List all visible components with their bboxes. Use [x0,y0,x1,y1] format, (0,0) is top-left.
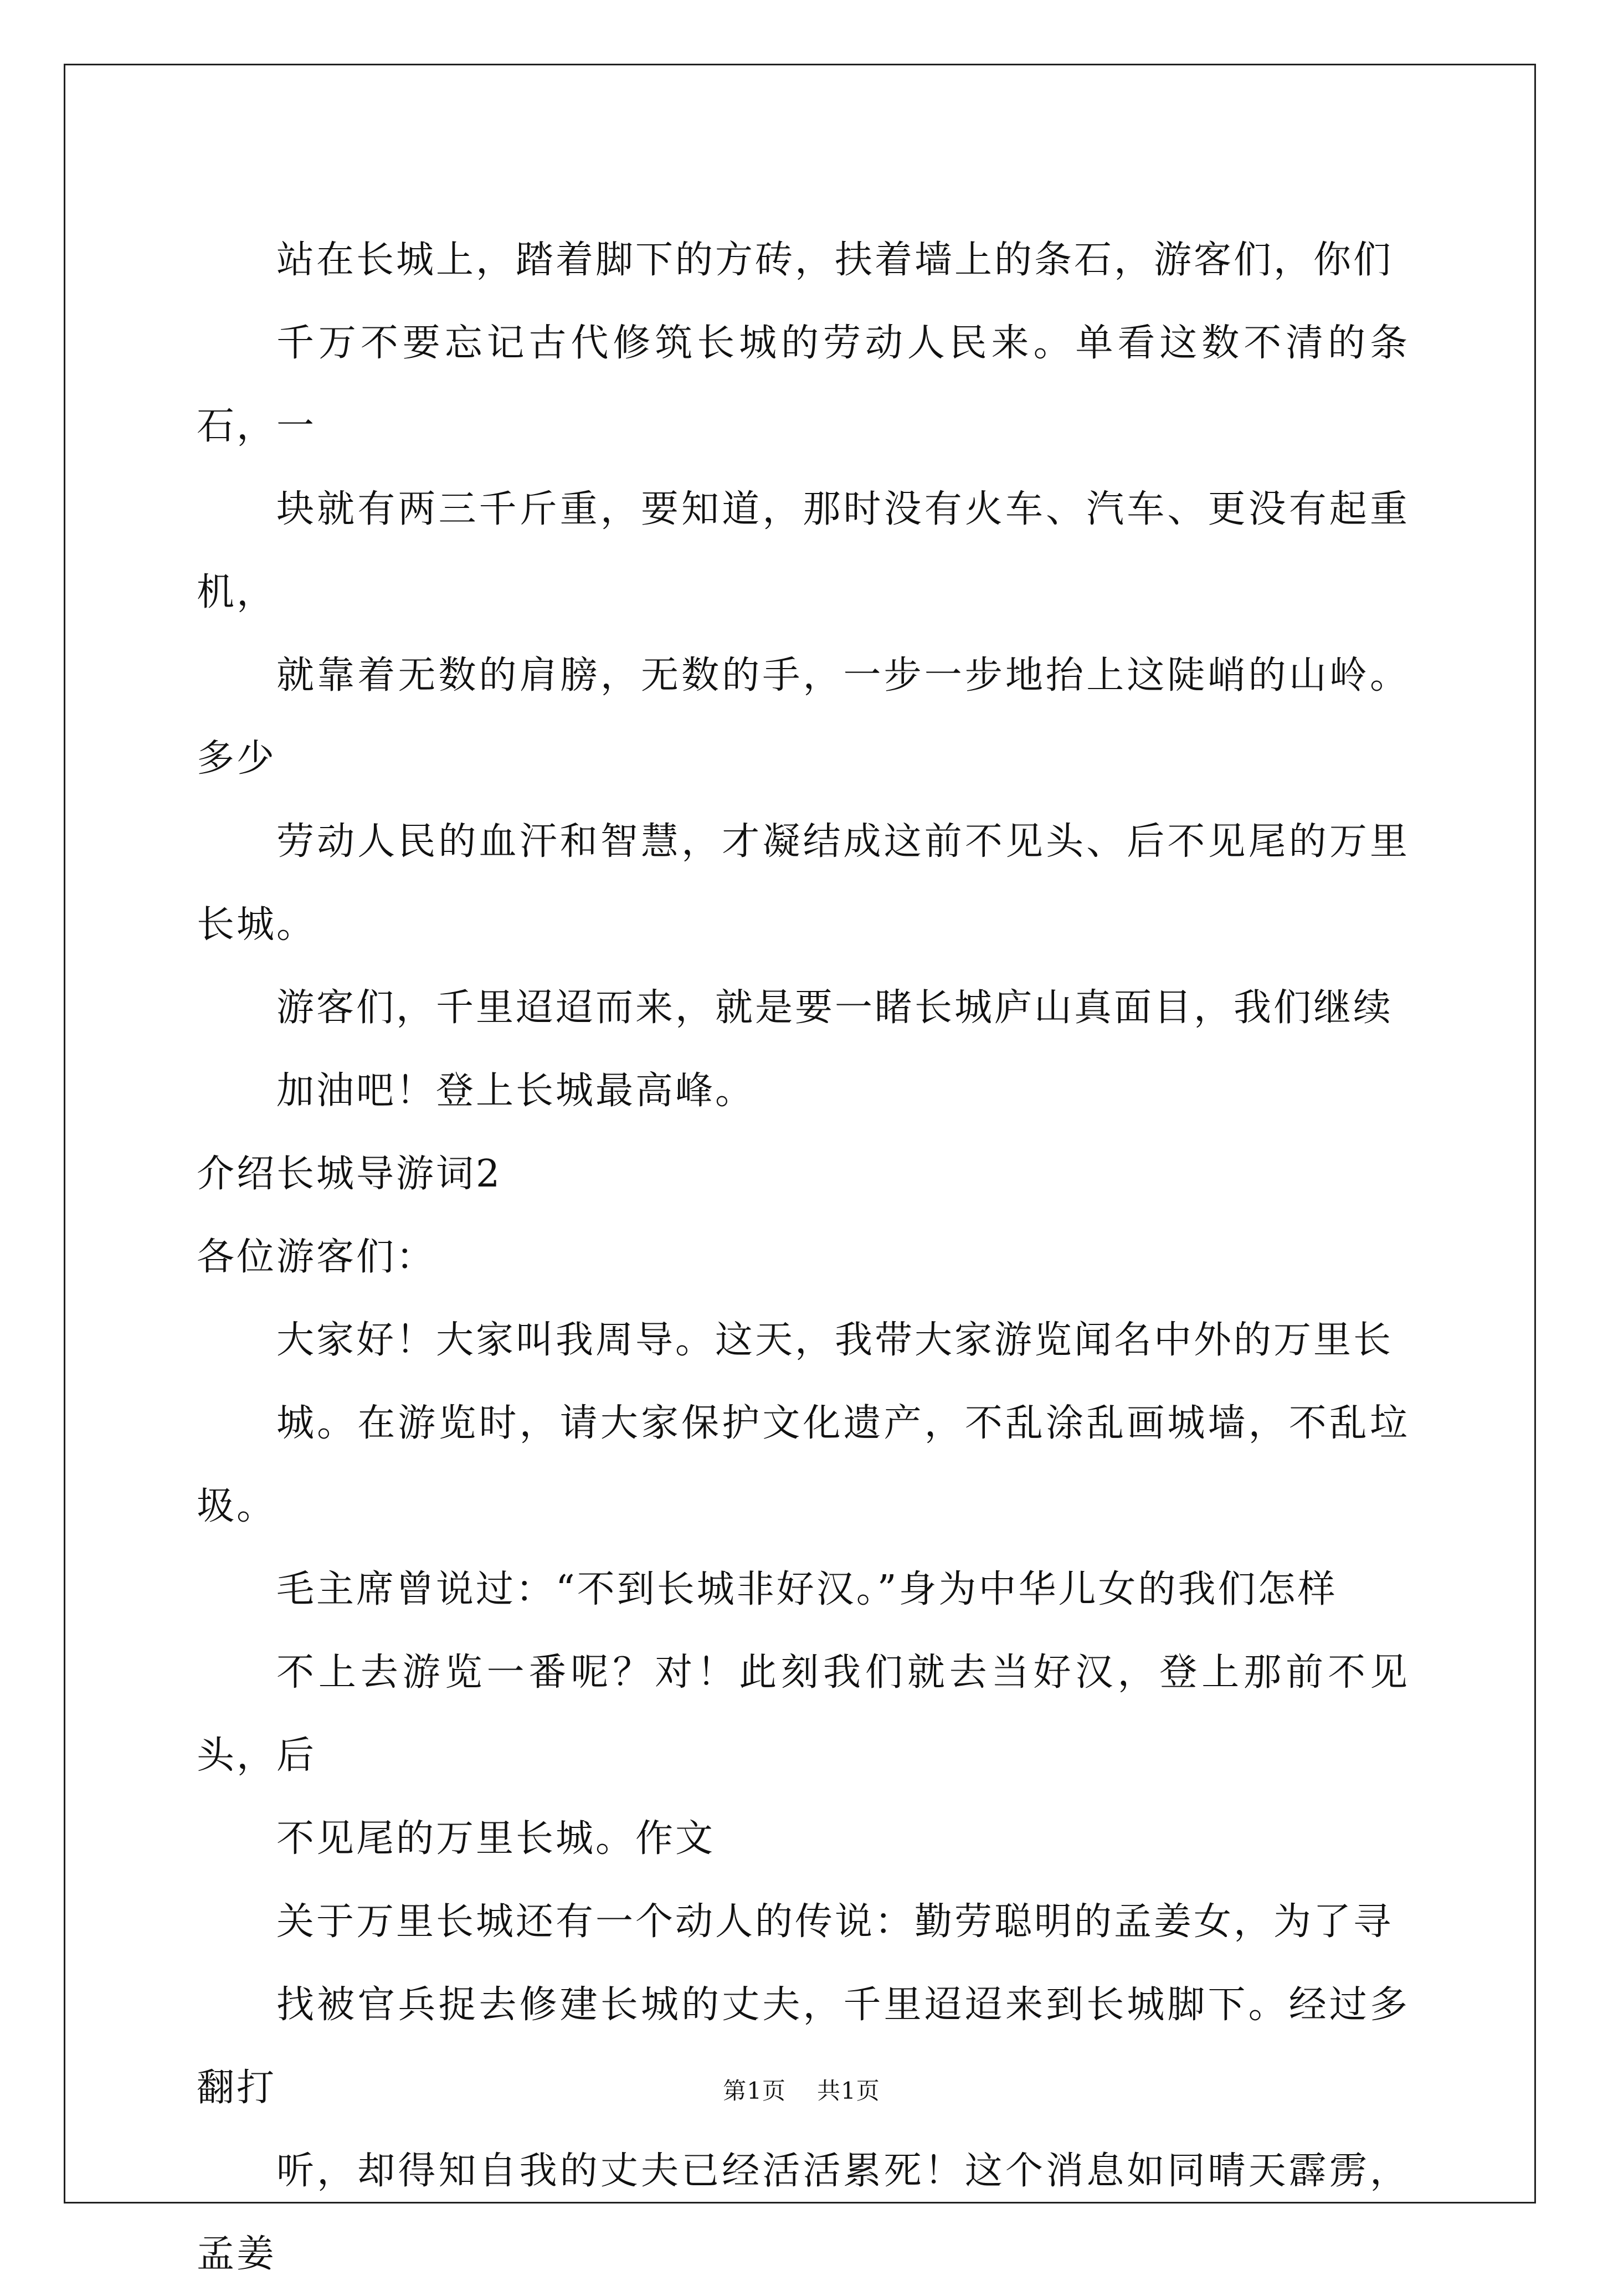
text-line: 块就有两三千斤重，要知道，那时没有火车、汽车、更没有起重机， [197,487,1410,614]
salutation [197,1216,1410,1299]
text-line: 不见尾的万里长城。作文 [276,1817,716,1861]
paragraph [197,1548,1410,1881]
section-heading [197,1133,1410,1216]
salutation-text: 各位游客们： [197,1235,436,1279]
paragraph [197,967,1410,1133]
text-line: 找被官兵捉去修建长城的丈夫，千里迢迢来到长城脚下。经过多翻打 [197,1983,1410,2110]
page-number-current: 第1页 [723,2077,786,2104]
text-line: 毛主席曾说过：“不到长城非好汉。”身为中华儿女的我们怎样 [276,1568,1338,1611]
paragraph [197,219,1410,967]
text-line: 大家好！大家叫我周导。这天，我带大家游览闻名中外的万里长 [276,1318,1394,1362]
page-number-total: 共1页 [817,2077,880,2104]
page-footer [0,2074,1603,2108]
text-line: 千万不要忘记古代修筑长城的劳动人民来。单看这数不清的条石，一 [197,321,1410,448]
text-line: 不上去游览一番呢？对！此刻我们就去当好汉，登上那前不见头，后 [197,1651,1410,1778]
text-line: 就靠着无数的肩膀，无数的手，一步一步地抬上这陡峭的山岭。多少 [197,654,1410,780]
text-line: 听，却得知自我的丈夫已经活活累死！这个消息如同晴天霹雳，孟姜 [197,2149,1410,2276]
document-body [197,219,1410,2296]
text-line: 关于万里长城还有一个动人的传说：勤劳聪明的孟姜女，为了寻 [276,1900,1394,1944]
paragraph [197,1299,1410,1548]
text-line: 加油吧！登上长城最高峰。 [276,1069,756,1113]
text-line: 站在长城上，踏着脚下的方砖，扶着墙上的条石，游客们，你们 [276,238,1394,282]
text-line: 劳动人民的血汗和智慧，才凝结成这前不见头、后不见尾的万里长城。 [197,820,1410,947]
heading-text: 介绍长城导游词2 [197,1152,502,1196]
text-line: 游客们，千里迢迢而来，就是要一睹长城庐山真面目，我们继续 [276,986,1394,1030]
text-line: 城。在游览时，请大家保护文化遗产，不乱涂乱画城墙，不乱垃圾。 [197,1401,1410,1528]
